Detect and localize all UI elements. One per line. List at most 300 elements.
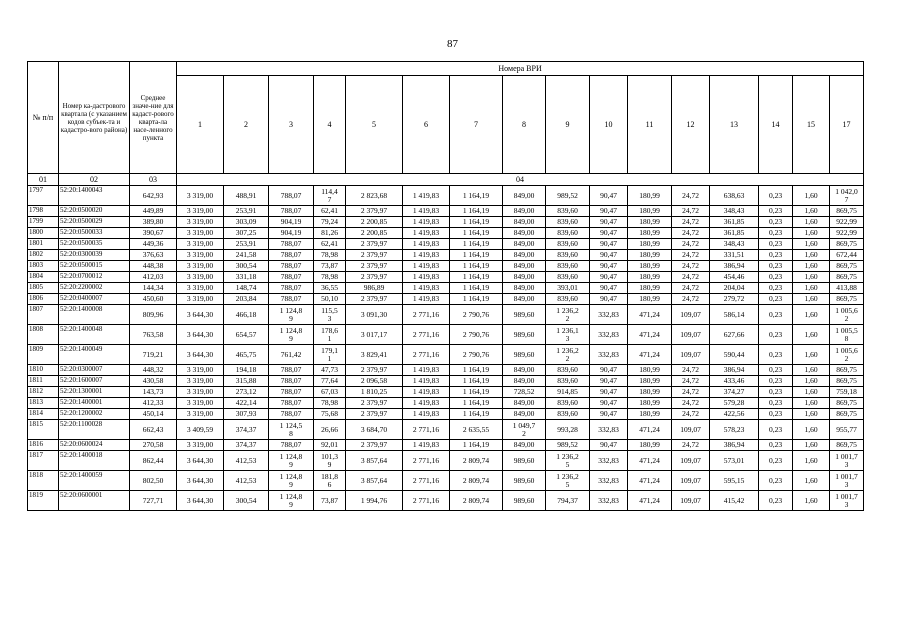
vri-value: 849,00: [503, 376, 546, 387]
table-row: [28, 250, 864, 261]
vri-value: 36,55: [314, 283, 346, 294]
vri-value: 0,23: [759, 272, 793, 283]
vri-value: 300,54: [224, 261, 269, 272]
vri-value: 180,99: [628, 398, 672, 409]
vri-value: 849,00: [503, 239, 546, 250]
vri-value: 115,5 3: [314, 305, 346, 325]
vri-value: 794,37: [546, 491, 590, 511]
vri-value: 1 419,83: [403, 376, 450, 387]
vri-value: 788,07: [269, 398, 314, 409]
header-vri-4: 4: [314, 76, 346, 174]
vri-value: 989,52: [546, 186, 590, 206]
vri-value: 869,75: [830, 239, 864, 250]
vri-value: 788,07: [269, 440, 314, 451]
vri-value: 90,47: [590, 239, 628, 250]
cadastral-code: 52:20:1400059: [59, 471, 130, 491]
table-row: [28, 471, 864, 491]
vri-value: 578,23: [710, 420, 759, 440]
cadastral-code: 52:20:1400018: [59, 451, 130, 471]
cadastral-code: 52:20:0600001: [59, 491, 130, 511]
header-vri-3: 3: [269, 76, 314, 174]
vri-value: 869,75: [830, 272, 864, 283]
vri-value: 0,23: [759, 365, 793, 376]
vri-value: 2 379,97: [346, 261, 403, 272]
vri-value: 586,14: [710, 305, 759, 325]
vri-value: 471,24: [628, 305, 672, 325]
vri-value: 0,23: [759, 228, 793, 239]
vri-value: 869,75: [830, 409, 864, 420]
cadastral-code: 52:20:1400048: [59, 325, 130, 345]
vri-value: 3 644,30: [177, 345, 224, 365]
vri-value: 1,60: [793, 376, 830, 387]
vri-value: 3 319,00: [177, 365, 224, 376]
code-04: 04: [177, 174, 864, 186]
vri-value: 849,00: [503, 283, 546, 294]
vri-value: 1 005,5 8: [830, 325, 864, 345]
vri-value: 24,72: [672, 294, 710, 305]
vri-value: 24,72: [672, 239, 710, 250]
average-value: 270,58: [130, 440, 177, 451]
vri-value: 1 164,19: [450, 261, 503, 272]
vri-value: 0,23: [759, 440, 793, 451]
vri-value: 3 319,00: [177, 409, 224, 420]
vri-value: 1 001,7 3: [830, 491, 864, 511]
vri-value: 90,47: [590, 283, 628, 294]
vri-value: 3 319,00: [177, 206, 224, 217]
vri-value: 1 164,19: [450, 294, 503, 305]
vri-value: 922,99: [830, 228, 864, 239]
vri-value: 922,99: [830, 217, 864, 228]
vri-value: 788,07: [269, 250, 314, 261]
vri-value: 2 771,16: [403, 305, 450, 325]
vri-value: 203,84: [224, 294, 269, 305]
vri-value: 788,07: [269, 409, 314, 420]
vri-value: 849,00: [503, 186, 546, 206]
vri-value: 194,18: [224, 365, 269, 376]
vri-value: 0,23: [759, 376, 793, 387]
vri-value: 2 379,97: [346, 272, 403, 283]
vri-value: 1 164,19: [450, 440, 503, 451]
row-number: 1810: [28, 365, 59, 376]
vri-value: 573,01: [710, 451, 759, 471]
cadastral-code: 52:20:1100028: [59, 420, 130, 440]
cadastral-code: 52:20:0500035: [59, 239, 130, 250]
vri-value: 1 001,7 3: [830, 451, 864, 471]
row-number: 1818: [28, 471, 59, 491]
vri-value: 1 419,83: [403, 250, 450, 261]
vri-value: 839,60: [546, 261, 590, 272]
vri-value: 2 771,16: [403, 325, 450, 345]
vri-value: 2 771,16: [403, 420, 450, 440]
vri-value: 849,00: [503, 228, 546, 239]
vri-value: 3 644,30: [177, 305, 224, 325]
vri-value: 471,24: [628, 471, 672, 491]
vri-value: 914,85: [546, 387, 590, 398]
vri-value: 788,07: [269, 261, 314, 272]
vri-value: 0,23: [759, 420, 793, 440]
vri-value: 81,26: [314, 228, 346, 239]
vri-value: 307,25: [224, 228, 269, 239]
vri-value: 386,94: [710, 261, 759, 272]
vri-value: 839,60: [546, 409, 590, 420]
vri-value: 26,66: [314, 420, 346, 440]
vri-value: 1 005,6 2: [830, 345, 864, 365]
vri-value: 179,1 1: [314, 345, 346, 365]
vri-value: 24,72: [672, 261, 710, 272]
vri-value: 24,72: [672, 217, 710, 228]
vri-value: 331,51: [710, 250, 759, 261]
vri-value: 3 644,30: [177, 491, 224, 511]
header-vri-6: 6: [403, 76, 450, 174]
header-vri-8: 8: [503, 76, 546, 174]
vri-value: 180,99: [628, 440, 672, 451]
vri-value: 180,99: [628, 239, 672, 250]
vri-value: 672,44: [830, 250, 864, 261]
vri-value: 849,00: [503, 206, 546, 217]
vri-value: 1 124,8 9: [269, 305, 314, 325]
vri-value: 1,60: [793, 283, 830, 294]
table-row: [28, 345, 864, 365]
cadastral-code: 52:20:1600007: [59, 376, 130, 387]
vri-value: 24,72: [672, 186, 710, 206]
vri-value: 348,43: [710, 239, 759, 250]
vri-value: 590,44: [710, 345, 759, 365]
vri-value: 466,18: [224, 305, 269, 325]
row-number: 1819: [28, 491, 59, 511]
vri-value: 471,24: [628, 325, 672, 345]
vri-value: 0,23: [759, 283, 793, 294]
vri-value: 788,07: [269, 365, 314, 376]
vri-value: 759,18: [830, 387, 864, 398]
vri-value: 1 164,19: [450, 376, 503, 387]
table-row: [28, 451, 864, 471]
vri-value: 849,00: [503, 217, 546, 228]
vri-value: 1 164,19: [450, 228, 503, 239]
vri-value: 3 644,30: [177, 471, 224, 491]
header-vri-15: 15: [793, 76, 830, 174]
average-value: 412,03: [130, 272, 177, 283]
table-row: [28, 325, 864, 345]
vri-value: 2 771,16: [403, 471, 450, 491]
vri-value: 0,23: [759, 491, 793, 511]
vri-value: 109,07: [672, 471, 710, 491]
vri-value: 180,99: [628, 376, 672, 387]
vri-value: 955,77: [830, 420, 864, 440]
vri-value: 412,53: [224, 451, 269, 471]
vri-value: 788,07: [269, 294, 314, 305]
vri-value: 904,19: [269, 228, 314, 239]
vri-value: 47,73: [314, 365, 346, 376]
vri-value: 413,88: [830, 283, 864, 294]
average-value: 862,44: [130, 451, 177, 471]
vri-value: 24,72: [672, 365, 710, 376]
vri-value: 24,72: [672, 272, 710, 283]
vri-value: 839,60: [546, 239, 590, 250]
vri-value: 332,83: [590, 345, 628, 365]
vri-value: 1,60: [793, 325, 830, 345]
cadastral-code: 52:20:0600024: [59, 440, 130, 451]
vri-value: 109,07: [672, 305, 710, 325]
vri-value: 332,83: [590, 305, 628, 325]
vri-value: 422,56: [710, 409, 759, 420]
vri-value: 788,07: [269, 186, 314, 206]
average-value: 662,43: [130, 420, 177, 440]
vri-value: 2 790,76: [450, 305, 503, 325]
vri-value: 3 319,00: [177, 272, 224, 283]
vri-value: 1 419,83: [403, 217, 450, 228]
vri-value: 1,60: [793, 451, 830, 471]
vri-value: 2 200,85: [346, 228, 403, 239]
vri-value: 180,99: [628, 206, 672, 217]
vri-value: 62,41: [314, 206, 346, 217]
code-02: 02: [59, 174, 130, 186]
vri-value: 109,07: [672, 345, 710, 365]
vri-value: 332,83: [590, 451, 628, 471]
vri-value: 3 319,00: [177, 376, 224, 387]
vri-value: 0,23: [759, 250, 793, 261]
vri-value: 1,60: [793, 398, 830, 409]
vri-value: 348,43: [710, 206, 759, 217]
vri-value: 839,60: [546, 228, 590, 239]
vri-value: 2 790,76: [450, 325, 503, 345]
vri-value: 2 379,97: [346, 294, 403, 305]
row-number: 1803: [28, 261, 59, 272]
vri-value: 101,3 9: [314, 451, 346, 471]
header-vri-12: 12: [672, 76, 710, 174]
vri-value: 1 164,19: [450, 186, 503, 206]
vri-value: 1,60: [793, 365, 830, 376]
header-vri-7: 7: [450, 76, 503, 174]
vri-value: 2 379,97: [346, 250, 403, 261]
vri-value: 109,07: [672, 451, 710, 471]
vri-value: 579,28: [710, 398, 759, 409]
vri-value: 989,60: [503, 325, 546, 345]
vri-value: 180,99: [628, 186, 672, 206]
vri-value: 1 419,83: [403, 398, 450, 409]
vri-value: 3 319,00: [177, 186, 224, 206]
vri-value: 839,60: [546, 217, 590, 228]
vri-value: 90,47: [590, 250, 628, 261]
vri-value: 849,00: [503, 398, 546, 409]
vri-value: 3 829,41: [346, 345, 403, 365]
row-number: 1798: [28, 206, 59, 217]
vri-value: 148,74: [224, 283, 269, 294]
cadastral-code: 52:20:1300001: [59, 387, 130, 398]
vri-value: 433,46: [710, 376, 759, 387]
average-value: 642,93: [130, 186, 177, 206]
average-value: 809,96: [130, 305, 177, 325]
vri-value: 204,04: [710, 283, 759, 294]
vri-value: 3 319,00: [177, 387, 224, 398]
vri-value: 332,83: [590, 471, 628, 491]
vri-value: 0,23: [759, 239, 793, 250]
table-row: [28, 365, 864, 376]
vri-value: 627,66: [710, 325, 759, 345]
code-01: 01: [28, 174, 59, 186]
vri-value: 849,00: [503, 409, 546, 420]
vri-value: 24,72: [672, 228, 710, 239]
vri-value: 2 809,74: [450, 491, 503, 511]
table-row: [28, 272, 864, 283]
vri-value: 839,60: [546, 365, 590, 376]
vri-value: 1 164,19: [450, 272, 503, 283]
row-number: 1802: [28, 250, 59, 261]
average-value: 144,34: [130, 283, 177, 294]
vri-value: 1 124,8 9: [269, 471, 314, 491]
cadastral-code: 52:20:0500015: [59, 261, 130, 272]
average-value: 430,58: [130, 376, 177, 387]
vri-value: 1 124,8 9: [269, 491, 314, 511]
cadastral-code: 52:20:1400043: [59, 186, 130, 206]
vri-value: 3 319,00: [177, 398, 224, 409]
vri-value: 374,37: [224, 420, 269, 440]
vri-value: 2 809,74: [450, 471, 503, 491]
vri-value: 2 790,76: [450, 345, 503, 365]
vri-value: 989,60: [503, 345, 546, 365]
vri-value: 3 644,30: [177, 451, 224, 471]
vri-value: 412,53: [224, 471, 269, 491]
vri-value: 90,47: [590, 217, 628, 228]
vri-value: 0,23: [759, 325, 793, 345]
table-row: [28, 228, 864, 239]
vri-value: 180,99: [628, 409, 672, 420]
average-value: 802,50: [130, 471, 177, 491]
vri-value: 3 857,64: [346, 471, 403, 491]
vri-value: 181,8 6: [314, 471, 346, 491]
vri-value: 180,99: [628, 261, 672, 272]
row-number: 1808: [28, 325, 59, 345]
vri-value: 465,75: [224, 345, 269, 365]
vri-value: 1,60: [793, 228, 830, 239]
vri-value: 374,27: [710, 387, 759, 398]
vri-value: 1 236,2 2: [546, 345, 590, 365]
table-row: [28, 239, 864, 250]
cadastral-code: 52:20:2200002: [59, 283, 130, 294]
vri-value: 422,14: [224, 398, 269, 409]
average-value: 448,32: [130, 365, 177, 376]
vri-value: 90,47: [590, 409, 628, 420]
vri-value: 2 823,68: [346, 186, 403, 206]
vri-value: 1,60: [793, 239, 830, 250]
vri-value: 415,42: [710, 491, 759, 511]
vri-value: 788,07: [269, 239, 314, 250]
vri-value: 180,99: [628, 294, 672, 305]
vri-value: 1,60: [793, 345, 830, 365]
vri-value: 90,47: [590, 440, 628, 451]
vri-value: 24,72: [672, 206, 710, 217]
average-value: 390,67: [130, 228, 177, 239]
average-value: 143,73: [130, 387, 177, 398]
vri-value: 1,60: [793, 409, 830, 420]
vri-value: 1 994,76: [346, 491, 403, 511]
vri-value: 1 810,25: [346, 387, 403, 398]
table-row: [28, 261, 864, 272]
table-row: [28, 206, 864, 217]
vri-value: 90,47: [590, 376, 628, 387]
cadastral-code: 52:20:0500020: [59, 206, 130, 217]
vri-value: 90,47: [590, 228, 628, 239]
vri-value: 90,47: [590, 261, 628, 272]
vri-value: 728,52: [503, 387, 546, 398]
row-number: 1806: [28, 294, 59, 305]
vri-value: 1 124,8 9: [269, 325, 314, 345]
average-value: 450,60: [130, 294, 177, 305]
vri-value: 3 319,00: [177, 239, 224, 250]
vri-value: 90,47: [590, 272, 628, 283]
vri-value: 2 635,55: [450, 420, 503, 440]
vri-value: 471,24: [628, 491, 672, 511]
vri-value: 1,60: [793, 420, 830, 440]
vri-value: 2 809,74: [450, 451, 503, 471]
vri-value: 1 164,19: [450, 387, 503, 398]
vri-value: 1,60: [793, 206, 830, 217]
average-value: 376,63: [130, 250, 177, 261]
table-row: [28, 491, 864, 511]
cadastral-code: 52:20:1400001: [59, 398, 130, 409]
vri-value: 307,93: [224, 409, 269, 420]
vri-value: 90,47: [590, 387, 628, 398]
table-row: [28, 420, 864, 440]
vri-value: 253,91: [224, 239, 269, 250]
vri-value: 24,72: [672, 440, 710, 451]
vri-value: 374,37: [224, 440, 269, 451]
vri-value: 788,07: [269, 376, 314, 387]
vri-value: 2 096,58: [346, 376, 403, 387]
vri-value: 471,24: [628, 345, 672, 365]
vri-value: 1,60: [793, 305, 830, 325]
vri-value: 180,99: [628, 250, 672, 261]
vri-value: 3 319,00: [177, 283, 224, 294]
header-vri-group: Номера ВРИ: [177, 62, 864, 76]
vri-value: 839,60: [546, 294, 590, 305]
vri-value: 279,72: [710, 294, 759, 305]
vri-value: 595,15: [710, 471, 759, 491]
vri-value: 241,58: [224, 250, 269, 261]
vri-value: 2 379,97: [346, 206, 403, 217]
vri-value: 0,23: [759, 451, 793, 471]
vri-value: 3 684,70: [346, 420, 403, 440]
header-vri-2: 2: [224, 76, 269, 174]
vri-value: 1,60: [793, 471, 830, 491]
vri-value: 386,94: [710, 440, 759, 451]
vri-value: 839,60: [546, 206, 590, 217]
vri-value: 1 419,83: [403, 294, 450, 305]
vri-value: 1 419,83: [403, 409, 450, 420]
vri-value: 78,98: [314, 272, 346, 283]
row-number: 1815: [28, 420, 59, 440]
vri-value: 1 124,8 9: [269, 451, 314, 471]
vri-value: 1 236,2 2: [546, 305, 590, 325]
vri-value: 839,60: [546, 272, 590, 283]
vri-value: 109,07: [672, 325, 710, 345]
vri-value: 3 319,00: [177, 261, 224, 272]
vri-value: 67,03: [314, 387, 346, 398]
vri-value: 3 091,30: [346, 305, 403, 325]
vri-value: 1 164,19: [450, 409, 503, 420]
vri-value: 2 379,97: [346, 440, 403, 451]
vri-value: 1 419,83: [403, 186, 450, 206]
vri-value: 3 644,30: [177, 325, 224, 345]
vri-value: 1 005,6 2: [830, 305, 864, 325]
cadastral-code: 52:20:1400049: [59, 345, 130, 365]
vri-value: 989,60: [503, 491, 546, 511]
vri-value: 986,89: [346, 283, 403, 294]
vri-value: 180,99: [628, 272, 672, 283]
cadastral-code: 52:20:0400007: [59, 294, 130, 305]
header-average: Среднее значе-ние для кадаст-рового кварта-ла насе-ленного пункта: [130, 62, 177, 174]
row-number: 1807: [28, 305, 59, 325]
header-vri-5: 5: [346, 76, 403, 174]
